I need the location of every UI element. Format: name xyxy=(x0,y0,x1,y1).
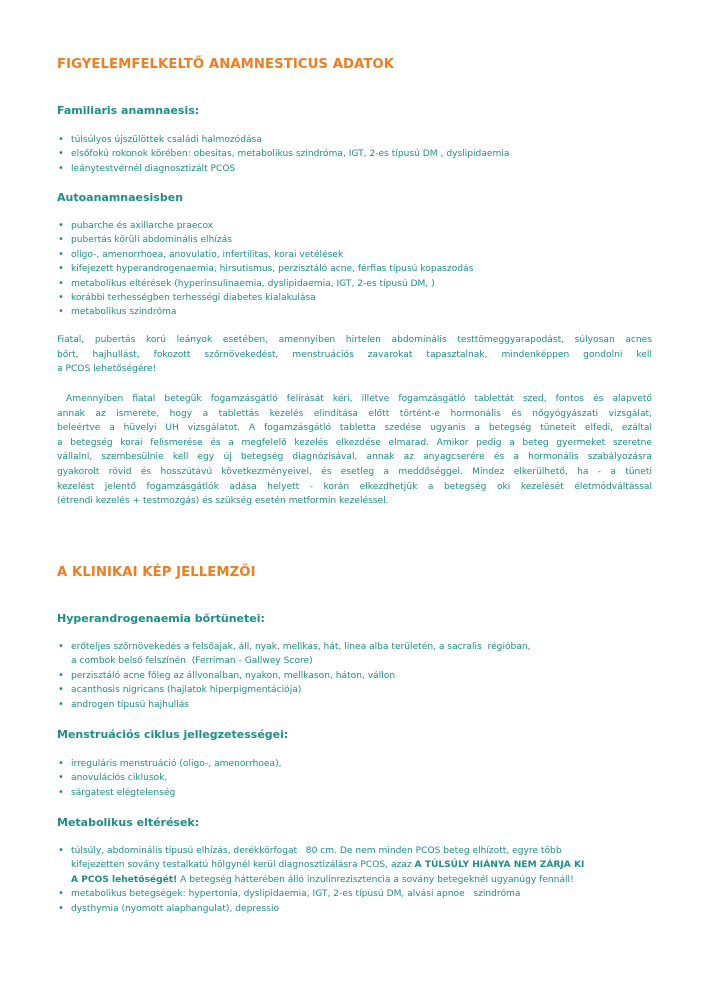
section-title-anamnestic: FIGYELEMFELKELTŐ ANAMNESTICUS ADATOK xyxy=(57,57,395,72)
metabolic-list xyxy=(57,844,652,916)
paragraph-line: annak az ismerete, hogy a tablettás kezelés elindítása előtt történt-e hormonális és nőgyógyászati vizsgálat, xyxy=(57,408,652,419)
list-item-line: a combok belső felszínén (Ferriman - Gallwey Score) xyxy=(71,656,313,667)
paragraph-line: gyakorolt rövid és hosszútávú következményeivel, és esetleg a meddőséggel. Mindez elkerülhető, ha - a tüneti xyxy=(57,466,652,477)
familiaris-list xyxy=(57,133,652,176)
list-item: • androgen típusú hajhullás xyxy=(57,698,652,712)
list-item xyxy=(57,844,652,887)
autoanamnaesis-list xyxy=(57,219,652,320)
list-item-line: • erőteljes szőrnövekedés a felsőajak, áll, nyak, mellkas, hát, linea alba területén, a sacralis régióban, xyxy=(71,642,531,652)
paragraph-contraceptive xyxy=(57,392,652,509)
list-item: • metabolikus eltérések (hyperinsulinaemia, dyslipidaemia, IGT, 2-es típusú DM, ) xyxy=(57,277,652,291)
list-item: • acanthosis nigricans (hajlatok hiperpigmentációja) xyxy=(57,683,652,697)
paragraph-line: (étrendi kezelés + testmozgás) és szükség esetén metformin kezeléssel. xyxy=(57,496,389,507)
list-item: • kifejezett hyperandrogenaemia, hirsutismus, perzisztáló acne, férfias típusú kopaszodás xyxy=(57,262,652,276)
paragraph-line: a betegség korai felismerése és a megfelelő kezelés elkezdése elmarad. Amikor pedig a beteg gyermeket szeretne xyxy=(57,437,652,448)
list-item: • pubertás körüli abdominális elhízás xyxy=(57,233,652,247)
paragraph-pubertal-warning xyxy=(57,333,652,377)
paragraph-line: kezelést jelentő fogamzásgátlók adása helyett - korán elkezdhetjük a betegség oki kezelését életmódváltással xyxy=(57,481,652,492)
heading-hyperandrogenaemia: Hyperandrogenaemia bőrtünetei: xyxy=(57,612,265,625)
list-item: • túlsúlyos újszülöttek családi halmozódása xyxy=(57,133,652,147)
list-item: • sárgatest elégtelenség xyxy=(57,786,652,800)
emphasis-text: A PCOS lehetőségét! xyxy=(71,874,178,885)
paragraph-line: Amennyiben fiatal betegük fogamzásgátló felírását kéri, illetve fogamzásgátló tablettát szed, fontos és alapvető xyxy=(57,394,652,404)
list-item: • korábbi terhességben terhességi diabetes kialakulása xyxy=(57,291,652,305)
list-item: • anovulációs ciklusok, xyxy=(57,771,652,785)
list-item xyxy=(57,640,652,669)
text-run: A betegség hátterében álló inzulinrezisztencia a sovány betegeknél ugyanúgy fennáll! xyxy=(177,874,574,885)
list-item: • metabolikus szindróma xyxy=(57,305,652,319)
paragraph-line: Fiatal, pubertás korú leányok esetében, amennyiben hirtelen abdominális testtömeggyarapodást, súlyosan acnes xyxy=(57,335,652,345)
list-item-line: • túlsúly, abdominális típusú elhízás, derékkörfogat 80 cm. De nem minden PCOS beteg elhízott, egyre több xyxy=(71,846,562,856)
section-title-clinical: A KLINIKAI KÉP JELLEMZŐI xyxy=(57,565,256,580)
heading-familiaris: Familiaris anamnaesis: xyxy=(57,104,200,117)
list-item: • dysthymia (nyomott alaphangulat), depressio xyxy=(57,902,652,916)
menstrual-list xyxy=(57,757,652,800)
emphasis-text: A TÚLSÚLY HIÁNYA NEM ZÁRJA KI xyxy=(414,860,585,871)
heading-menstrual-cycle: Menstruációs ciklus jellegzetességei: xyxy=(57,728,289,741)
paragraph-line: beleértve a hüvelyi UH vizsgálatot. A fogamzásgátló tabletta szedése ugyanis a betegség tüneteit elfedi, ezáltal xyxy=(57,423,652,434)
list-item: • perzisztáló acne főleg az állvonalban, nyakon, mellkason, háton, vállon xyxy=(57,669,652,683)
list-item: • elsőfokú rokonok körében: obesitas, metabolikus szindróma, IGT, 2-es típusú DM , dyslipidaemia xyxy=(57,147,652,161)
list-item: • leánytestvérnél diagnosztizált PCOS xyxy=(57,162,652,176)
paragraph-line: bőrt, hajhullást, fokozott szőrnövekedést, menstruációs zavarokat tapasztalnak, mindenképpen gondolni kell xyxy=(57,349,652,360)
text-run: kifejezetten sovány testalkatú hölgynél kerül diagnosztizálásra PCOS, azaz xyxy=(71,860,415,871)
list-item-line xyxy=(71,873,652,887)
list-item: • irreguláris menstruáció (oligo-, amenorrhoea), xyxy=(57,757,652,771)
list-item: • oligo-, amenorrhoea, anovulatio, infertilitas, korai vetélések xyxy=(57,248,652,262)
list-item: • metabolikus betegségek: hypertonia, dyslipidaemia, IGT, 2-es típusú DM, alvási apnoe szindróma xyxy=(57,887,652,901)
paragraph-line: vállalni, szembesülnie kell egy új betegség diagnózisával, annak az anyagcserére és a hormonális szabályozásra xyxy=(57,452,652,463)
paragraph-line: a PCOS lehetőségére! xyxy=(57,364,157,375)
heading-autoanamnaesis: Autoanamnaesisben xyxy=(57,191,184,204)
list-item-line xyxy=(71,858,652,872)
heading-metabolic: Metabolikus eltérések: xyxy=(57,816,200,829)
list-item: • pubarche és axillarche praecox xyxy=(57,219,652,233)
hyperandrogenaemia-list xyxy=(57,640,652,712)
